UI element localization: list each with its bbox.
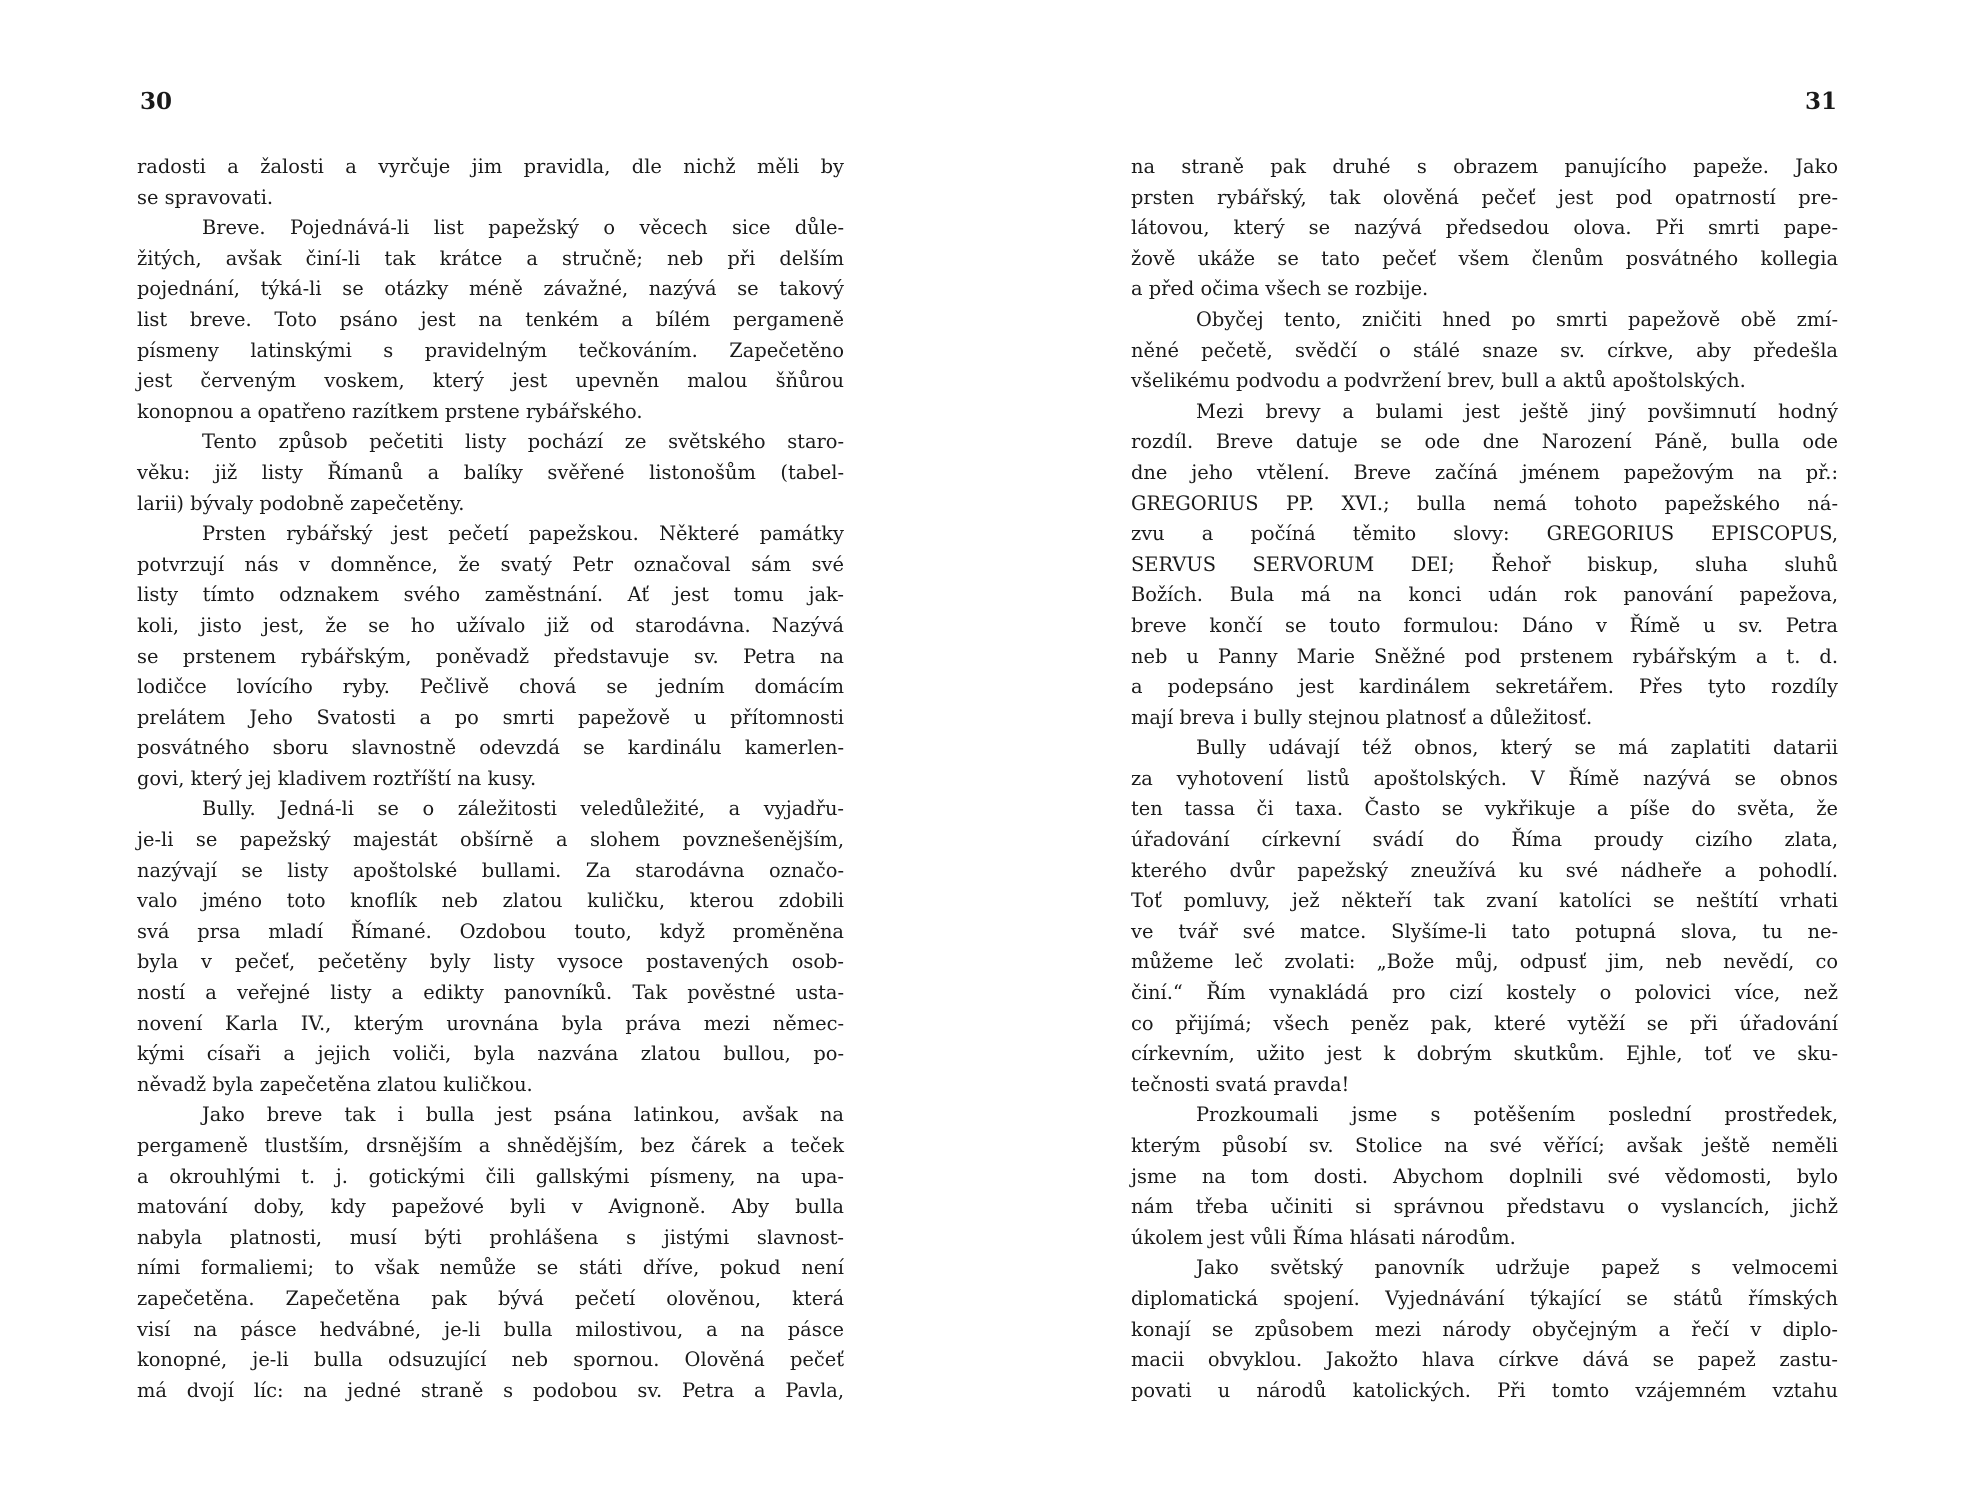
text-line: konopnou a opatřeno razítkem prstene rybářského.	[137, 399, 643, 423]
text-line: govi, který jej kladivem roztříští na kusy.	[137, 766, 537, 790]
text-line: věku: již listy Římanů a balíky svěřené listonošům (tabel-	[137, 460, 844, 484]
text-line: Mezi brevy a bulami jest ještě jiný povšimnutí hodný	[1196, 399, 1838, 423]
text-line: činí.“ Řím vynakládá pro cizí kostely o polovici více, než	[1131, 981, 1838, 1005]
text-line: novení Karla IV., kterým urovnána byla práva mezi němec-	[137, 1011, 844, 1035]
text-line: kterého dvůr papežský zneužívá ku své nádheře a pohodlí.	[1131, 858, 1838, 882]
text-line: breve končí se touto formulou: Dáno v Římě u sv. Petra	[1131, 613, 1838, 637]
text-line: zvu a počíná těmito slovy: GREGORIUS EPISCOPUS,	[1131, 522, 1838, 546]
text-line: nazývají se listy apoštolské bullami. Za starodávna označo-	[137, 858, 844, 882]
text-line: ten tassa či taxa. Často se vykřikuje a píše do světa, že	[1131, 797, 1838, 821]
text-line: má dvojí líc: na jedné straně s podobou sv. Petra a Pavla,	[137, 1378, 844, 1402]
text-line: něvadž byla zapečetěna zlatou kuličkou.	[137, 1072, 533, 1096]
text-line: církevním, užito jest k dobrým skutkům. Ejhle, toť ve sku-	[1131, 1042, 1838, 1066]
text-line: prelátem Jeho Svatosti a po smrti papežově u přítomnosti	[137, 705, 844, 729]
text-line: visí na pásce hedvábné, je-li bulla milostivou, a na pásce	[137, 1317, 844, 1341]
text-line: jsme na tom dosti. Abychom doplnili své vědomosti, bylo	[1131, 1164, 1838, 1188]
text-line: ve tvář své matce. Slyšíme-li tato potupná slova, tu ne-	[1131, 919, 1838, 943]
text-line: Breve. Pojednává-li list papežský o věcech sice důle-	[202, 216, 844, 240]
text-line: potvrzují nás v domněnce, že svatý Petr označoval sám své	[137, 552, 844, 576]
text-line: se spravovati.	[137, 185, 274, 209]
text-line: látovou, který se nazývá předsedou olova. Při smrti pape-	[1131, 216, 1838, 240]
text-line: písmeny latinskými s pravidelným tečkováním. Zapečetěno	[137, 338, 844, 362]
text-line: můžeme leč zvolati: „Bože můj, odpusť jim, neb nevědí, co	[1131, 950, 1838, 974]
text-line: neb u Panny Marie Sněžné pod prstenem rybářským a t. d.	[1131, 644, 1838, 668]
text-line: pojednání, týká-li se otázky méně závažné, nazývá se takový	[137, 277, 844, 301]
text-line: rozdíl. Breve datuje se ode dne Narození Páně, bulla ode	[1131, 430, 1838, 454]
text-line: co přijímá; všech peněz pak, které vytěží se při úřadování	[1131, 1011, 1838, 1035]
text-line: nám třeba učiniti si správnou představu o vyslancích, jichž	[1131, 1195, 1838, 1219]
text-line: Prsten rybářský jest pečetí papežskou. Některé památky	[202, 522, 844, 546]
text-line: Božích. Bula má na konci udán rok panování papežova,	[1131, 583, 1838, 607]
text-line: larii) bývaly podobně zapečetěny.	[137, 491, 465, 515]
text-line: ností a veřejné listy a edikty panovníků. Tak pověstné usta-	[137, 981, 844, 1005]
text-line: SERVUS SERVORUM DEI; Řehoř biskup, sluha sluhů	[1131, 552, 1838, 576]
text-line: nabyla platnosti, musí býti prohlášena s jistými slavnost-	[137, 1225, 844, 1249]
text-line: tečnosti svatá pravda!	[1131, 1072, 1350, 1096]
text-line: se prstenem rybářským, poněvadž představuje sv. Petra na	[137, 644, 844, 668]
text-line: pergameně tlustším, drsnějším a shnědějším, bez čárek a teček	[137, 1134, 844, 1157]
text-line: Toť pomluvy, jež někteří tak zvaní katolíci se neštítí vrhati	[1131, 889, 1838, 913]
text-line: Jako breve tak i bulla jest psána latinkou, avšak na	[202, 1103, 844, 1127]
text-line: je-li se papežský majestát obšírně a slohem povznešenějším,	[137, 828, 844, 852]
text-column	[1131, 152, 1838, 1406]
text-line: úkolem jest vůli Říma hlásati národům.	[1131, 1225, 1516, 1249]
text-line: žově ukáže se tato pečeť všem členům posvátného kollegia	[1131, 246, 1838, 270]
text-line: Bully udávají též obnos, který se má zaplatiti datarii	[1196, 736, 1838, 760]
text-line: úřadování církevní svádí do Říma proudy cizího zlata,	[1131, 828, 1838, 852]
page-number: 31	[1805, 88, 1838, 115]
text-line: ními formaliemi; to však nemůže se státi dříve, pokud není	[137, 1256, 844, 1280]
text-line: list breve. Toto psáno jest na tenkém a bílém pergameně	[137, 307, 844, 331]
text-line: povati u národů katolických. Při tomto vzájemném vztahu	[1131, 1378, 1838, 1402]
text-line: koli, jisto jest, že se ho užívalo již od starodávna. Nazývá	[137, 613, 844, 637]
text-line: a okrouhlými t. j. gotickými čili gallskými písmeny, na upa-	[137, 1164, 844, 1188]
text-line: Prozkoumali jsme s potěšením poslední prostředek,	[1196, 1103, 1838, 1127]
text-line: Bully. Jedná-li se o záležitosti veledůležité, a vyjadřu-	[202, 797, 844, 821]
text-column	[137, 152, 844, 1406]
text-line: svá prsa mladí Římané. Ozdobou touto, když proměněna	[137, 919, 844, 943]
text-line: diplomatická spojení. Vyjednávání týkající se států římských	[1131, 1286, 1838, 1310]
text-line: zapečetěna. Zapečetěna pak bývá pečetí olověnou, která	[137, 1286, 844, 1310]
text-line: žitých, avšak činí-li tak krátce a stručně; neb při delším	[137, 246, 844, 270]
text-line: Obyčej tento, zničiti hned po smrti papežově obě zmí-	[1196, 307, 1838, 331]
text-line: Jako světský panovník udržuje papež s velmocemi	[1196, 1256, 1838, 1280]
text-line: a před očima všech se rozbije.	[1131, 277, 1429, 301]
text-line: lodičce lovícího ryby. Pečlivě chová se jedním domácím	[137, 675, 844, 699]
text-line: listy tímto odznakem svého zaměstnání. Ať jest tomu jak-	[137, 583, 844, 607]
text-line: radosti a žalosti a vyrčuje jim pravidla, dle nichž měli by	[137, 155, 844, 178]
page-number: 30	[140, 88, 173, 115]
text-line: macii obvyklou. Jakožto hlava církve dává se papež zastu-	[1131, 1348, 1838, 1372]
text-line: konají se způsobem mezi národy obyčejným a řečí v diplo-	[1131, 1317, 1838, 1341]
text-line: za vyhotovení listů apoštolských. V Římě nazývá se obnos	[1131, 766, 1838, 790]
text-line: a podepsáno jest kardinálem sekretářem. Přes tyto rozdíly	[1131, 675, 1838, 699]
text-line: kterým působí sv. Stolice na své věřící; avšak ještě neměli	[1131, 1134, 1838, 1157]
text-line: konopné, je-li bulla odsuzující neb spornou. Olověná pečeť	[137, 1348, 844, 1372]
text-line: matování doby, kdy papežové byli v Avignoně. Aby bulla	[137, 1195, 844, 1219]
text-line: posvátného sboru slavnostně odevzdá se kardinálu kamerlen-	[137, 736, 844, 760]
text-line: jest červeným voskem, který jest upevněn malou šňůrou	[137, 369, 844, 393]
text-line: GREGORIUS PP. XVI.; bulla nemá tohoto papežského ná-	[1131, 491, 1838, 515]
text-line: Tento způsob pečetiti listy pochází ze světského staro-	[202, 430, 844, 454]
right-page	[985, 0, 1970, 1501]
text-line: prsten rybářský, tak olověná pečeť jest pod opatrností pre-	[1131, 185, 1838, 209]
text-line: mají breva i bully stejnou platnosť a důležitosť.	[1131, 705, 1593, 729]
text-line: na straně pak druhé s obrazem panujícího papeže. Jako	[1131, 155, 1838, 178]
text-line: valo jméno toto knoflík neb zlatou kuličku, kterou zdobili	[137, 889, 844, 913]
text-line: všelikému podvodu a podvržení brev, bull a aktů apoštolských.	[1131, 369, 1746, 393]
text-line: byla v pečeť, pečetěny byly listy vysoce postavených osob-	[137, 950, 844, 974]
text-line: kými císaři a jejich voliči, byla nazvána zlatou bullou, po-	[137, 1042, 844, 1066]
text-line: dne jeho vtělení. Breve začíná jménem papežovým na př.:	[1131, 460, 1838, 484]
text-line: něné pečetě, svědčí o stálé snaze sv. církve, aby předešla	[1131, 338, 1838, 362]
